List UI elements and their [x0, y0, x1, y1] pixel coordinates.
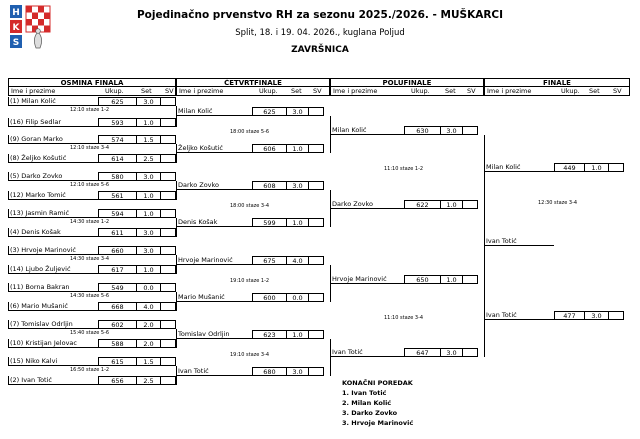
r16-row [8, 154, 176, 163]
total-score: 625 [252, 107, 286, 116]
total-score: 647 [404, 348, 440, 357]
set-points: 3.0 [584, 311, 608, 320]
champion-row [484, 237, 554, 246]
total-score: 611 [98, 228, 136, 237]
col-header-name: Ime i prezime [11, 87, 56, 95]
set-points: 1.0 [286, 144, 308, 153]
bracket-connector [330, 116, 331, 153]
r16-row [8, 302, 176, 311]
player-name: (8) Željko Košutić [8, 154, 98, 163]
player-name: (3) Hrvoje Marinović [8, 246, 98, 255]
total-score: 650 [404, 275, 440, 284]
event-location-date: Split, 18. i 19. 04. 2026., kuglana Poljud [235, 28, 405, 38]
final-standings [342, 378, 413, 428]
subheader-f [484, 87, 630, 96]
player-name: (5) Darko Zovko [8, 172, 98, 181]
match-time-info: 19:10 staze 3-4 [230, 351, 270, 358]
col-header-sv: SV [165, 87, 174, 95]
r16-row [8, 209, 176, 218]
total-score: 594 [98, 209, 136, 218]
set-points: 1.5 [136, 135, 160, 144]
match-time-info: 12:10 staze 3-4 [70, 145, 110, 151]
bracket-connector [330, 265, 331, 302]
sf-row [330, 126, 484, 135]
bracket-connector [330, 339, 331, 376]
total-score: 602 [98, 320, 136, 329]
player-name: (14) Ljubo Žuljević [8, 265, 98, 274]
standing-2: 2. Milan Kolić [342, 399, 392, 407]
qf-row [176, 293, 330, 302]
qf-row [176, 181, 330, 190]
player-name: (15) Niko Kalvi [8, 357, 98, 366]
subheader-r16 [8, 87, 176, 96]
player-name: Ivan Totić [484, 311, 554, 320]
match-time-info: 11:10 staze 3-4 [384, 314, 424, 321]
qf-row [176, 107, 330, 116]
bracket-connector [176, 181, 177, 200]
sf-row [330, 348, 484, 357]
set-points: 1.5 [136, 357, 160, 366]
total-score: 606 [252, 144, 286, 153]
champion-name: Ivan Totić [484, 237, 554, 246]
sv-cell [160, 172, 176, 181]
player-name: Željko Košutić [176, 144, 252, 153]
r16-row [8, 191, 176, 200]
player-name: Ivan Totić [330, 348, 404, 357]
set-points: 3.0 [136, 228, 160, 237]
svg-text:S: S [12, 38, 20, 48]
player-name: (10) Kristijan Jelovac [8, 339, 98, 348]
sv-cell [608, 311, 624, 320]
set-points: 3.0 [136, 97, 160, 106]
col-header-score: Ukup. [105, 87, 124, 95]
standing-3b: 3. Hrvoje Marinović [342, 419, 414, 427]
standing-1: 1. Ivan Totić [342, 389, 387, 397]
col-header-name: Ime i prezime [179, 87, 224, 95]
set-points: 1.0 [440, 275, 462, 284]
match-time-info: 14:30 staze 5-6 [70, 293, 110, 299]
round-header-f: FINALE [484, 78, 630, 87]
sv-cell [462, 126, 478, 135]
player-name: (11) Borna Bakran [8, 283, 98, 292]
page-title: Pojedinačno prvenstvo RH za sezonu 2025./2026. - MUŠKARCI [136, 9, 504, 21]
bracket-connector [176, 255, 177, 274]
sv-cell [308, 144, 324, 153]
set-points: 2.5 [136, 376, 160, 385]
bracket-connector [176, 366, 177, 385]
player-name: (6) Mario Mušanić [8, 302, 98, 311]
sv-cell [160, 228, 176, 237]
svg-text:H: H [12, 8, 20, 18]
total-score: 625 [98, 97, 136, 106]
match-time-info: 14:30 staze 3-4 [70, 256, 110, 262]
sf-row [330, 275, 484, 284]
total-score: 600 [252, 293, 286, 302]
sv-cell [160, 191, 176, 200]
player-name: (4) Denis Košak [8, 228, 98, 237]
round-header-sf: POLUFINALE [330, 78, 484, 87]
r16-row [8, 118, 176, 127]
sv-cell [462, 348, 478, 357]
svg-text:K: K [12, 23, 20, 33]
set-points: 2.0 [136, 320, 160, 329]
r16-row [8, 135, 176, 144]
sv-cell [160, 97, 176, 106]
total-score: 622 [404, 200, 440, 209]
total-score: 593 [98, 118, 136, 127]
set-points: 3.0 [136, 246, 160, 255]
qf-row [176, 367, 330, 376]
total-score: 580 [98, 172, 136, 181]
sv-cell [160, 320, 176, 329]
sv-cell [160, 302, 176, 311]
player-name: Milan Kolić [330, 126, 404, 135]
set-points: 3.0 [136, 172, 160, 181]
bracket-connector [176, 144, 177, 163]
sv-cell [308, 256, 324, 265]
match-time-info: 18:00 staze 5-6 [230, 128, 270, 135]
player-name: (9) Goran Marko [8, 135, 98, 144]
total-score: 599 [252, 218, 286, 227]
sv-cell [160, 357, 176, 366]
match-time-info: 12:10 staze 1-2 [70, 107, 110, 113]
col-header-score: Ukup. [259, 87, 278, 95]
final-standings-title: KONAČNI POREDAK [342, 379, 413, 387]
total-score: 680 [252, 367, 286, 376]
sv-cell [160, 376, 176, 385]
sv-cell [308, 181, 324, 190]
match-time-info: 14:30 staze 1-2 [70, 219, 110, 225]
sv-cell [308, 293, 324, 302]
r16-row [8, 265, 176, 274]
set-points: 3.0 [286, 107, 308, 116]
set-points: 3.0 [286, 367, 308, 376]
set-points: 3.0 [440, 348, 462, 357]
r16-row [8, 339, 176, 348]
match-time-info: 12:30 staze 3-4 [538, 200, 578, 206]
qf-row [176, 256, 330, 265]
subheader-sf [330, 87, 484, 96]
total-score: 574 [98, 135, 136, 144]
qf-row [176, 144, 330, 153]
col-header-sv: SV [313, 87, 322, 95]
total-score: 477 [554, 311, 584, 320]
player-name: (2) Ivan Totić [8, 376, 98, 385]
col-header-set: Set [589, 87, 600, 95]
player-name: Mario Mušanić [176, 293, 252, 302]
sv-cell [308, 107, 324, 116]
sv-cell [462, 200, 478, 209]
r16-row [8, 228, 176, 237]
player-name: Hrvoje Marinović [330, 275, 404, 284]
col-header-sv: SV [467, 87, 476, 95]
set-points: 3.0 [286, 181, 308, 190]
bracket-connector [484, 172, 485, 320]
round-header-qf: ČETVRTFINALE [176, 78, 330, 87]
set-points: 3.0 [440, 126, 462, 135]
sv-cell [160, 135, 176, 144]
player-name: Denis Košak [176, 218, 252, 227]
set-points: 1.0 [136, 209, 160, 218]
sv-cell [160, 283, 176, 292]
col-header-set: Set [291, 87, 302, 95]
player-name: (16) Filip Sedlar [8, 118, 98, 127]
total-score: 614 [98, 154, 136, 163]
set-points: 1.0 [584, 163, 608, 172]
r16-row [8, 172, 176, 181]
bracket-connector [176, 218, 177, 237]
col-header-sv: SV [613, 87, 622, 95]
sv-cell [308, 330, 324, 339]
set-points: 4.0 [136, 302, 160, 311]
total-score: 630 [404, 126, 440, 135]
total-score: 615 [98, 357, 136, 366]
player-name: Darko Zovko [176, 181, 252, 190]
final-row [484, 311, 630, 320]
player-name: (7) Tomislav Odrljin [8, 320, 98, 329]
match-time-info: 16:50 staze 1-2 [70, 367, 110, 373]
total-score: 668 [98, 302, 136, 311]
bracket-connector [176, 292, 177, 311]
set-points: 0.0 [286, 293, 308, 302]
sv-cell [160, 154, 176, 163]
sf-row [330, 200, 484, 209]
set-points: 2.5 [136, 154, 160, 163]
round-header-r16: OSMINA FINALA [8, 78, 176, 87]
total-score: 588 [98, 339, 136, 348]
set-points: 1.0 [136, 118, 160, 127]
total-score: 449 [554, 163, 584, 172]
bracket-connector [330, 190, 331, 227]
set-points: 0.0 [136, 283, 160, 292]
total-score: 617 [98, 265, 136, 274]
sv-cell [308, 367, 324, 376]
sv-cell [160, 209, 176, 218]
set-points: 1.0 [136, 265, 160, 274]
total-score: 675 [252, 256, 286, 265]
subheader-qf [176, 87, 330, 96]
sv-cell [160, 265, 176, 274]
player-name: Darko Zovko [330, 200, 404, 209]
bracket-connector [629, 87, 630, 96]
total-score: 561 [98, 191, 136, 200]
total-score: 608 [252, 181, 286, 190]
set-points: 1.0 [286, 218, 308, 227]
col-header-score: Ukup. [561, 87, 580, 95]
match-time-info: 12:10 staze 5-6 [70, 182, 110, 188]
stage-title: ZAVRŠNICA [291, 45, 349, 55]
r16-row [8, 320, 176, 329]
bracket-connector [176, 329, 177, 348]
col-header-name: Ime i prezime [333, 87, 378, 95]
sv-cell [308, 218, 324, 227]
col-header-name: Ime i prezime [487, 87, 532, 95]
sv-cell [160, 118, 176, 127]
player-name: (12) Marko Tomić [8, 191, 98, 200]
player-name: Milan Kolić [484, 163, 554, 172]
player-name: (1) Milan Kolić [8, 97, 98, 106]
player-name: Tomislav Odrljin [176, 330, 252, 339]
set-points: 4.0 [286, 256, 308, 265]
set-points: 2.0 [136, 339, 160, 348]
r16-row [8, 283, 176, 292]
r16-row [8, 97, 176, 106]
qf-row [176, 330, 330, 339]
final-row [484, 163, 630, 172]
r16-row [8, 246, 176, 255]
qf-row [176, 218, 330, 227]
total-score: 660 [98, 246, 136, 255]
set-points: 1.0 [136, 191, 160, 200]
col-header-set: Set [141, 87, 152, 95]
match-time-info: 11:10 staze 1-2 [384, 166, 424, 172]
player-name: (13) Jasmin Ramić [8, 209, 98, 218]
player-name: Milan Kolić [176, 107, 252, 116]
standing-3a: 3. Darko Zovko [342, 409, 398, 417]
set-points: 1.0 [440, 200, 462, 209]
sv-cell [462, 275, 478, 284]
r16-row [8, 376, 176, 385]
col-header-set: Set [445, 87, 456, 95]
sv-cell [160, 246, 176, 255]
total-score: 656 [98, 376, 136, 385]
total-score: 623 [252, 330, 286, 339]
match-time-info: 15:40 staze 5-6 [70, 330, 110, 336]
bracket-connector [176, 106, 177, 127]
sv-cell [160, 339, 176, 348]
sv-cell [608, 163, 624, 172]
r16-row [8, 357, 176, 366]
set-points: 1.0 [286, 330, 308, 339]
match-time-info: 19:10 staze 1-2 [230, 277, 270, 284]
player-name: Ivan Totić [176, 367, 252, 376]
col-header-score: Ukup. [411, 87, 430, 95]
total-score: 549 [98, 283, 136, 292]
player-name: Hrvoje Marinović [176, 256, 252, 265]
match-time-info: 18:00 staze 3-4 [230, 202, 270, 209]
